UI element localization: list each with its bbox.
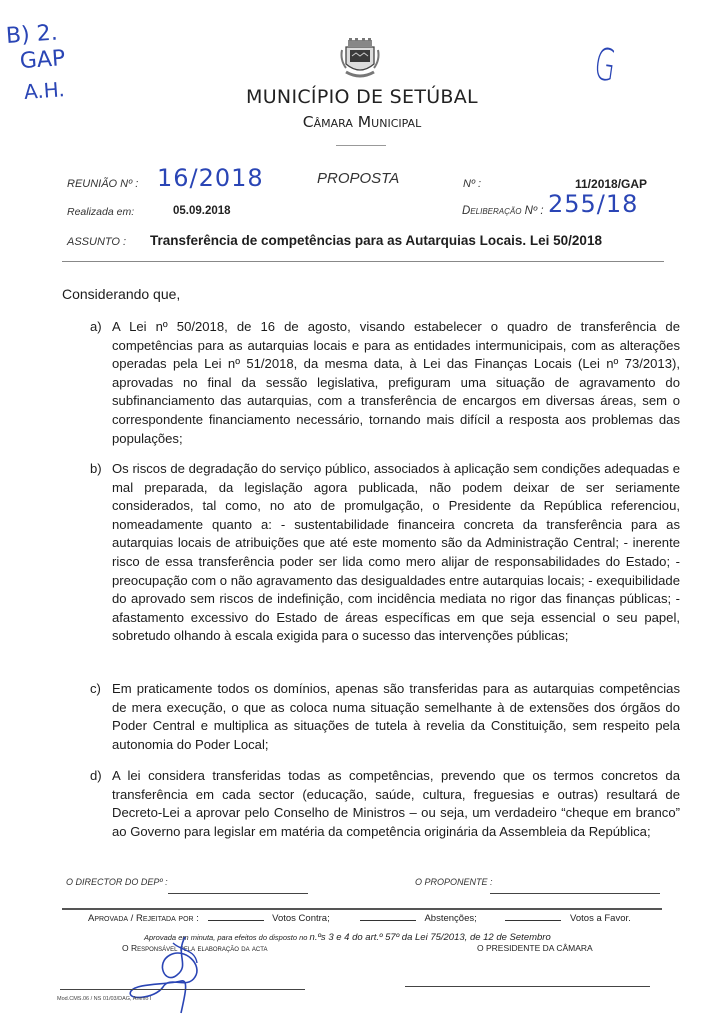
abstentions-label: Abstenções; [424,913,477,924]
minutes-responsible-label: O Responsável pela elaboração da acta [122,943,268,953]
president-label: O PRESIDENTE DA CÂMARA [477,943,593,953]
minutes-signature-line[interactable] [60,989,305,990]
coat-of-arms-logo [338,38,382,80]
meeting-number: 16/2018 [157,164,264,192]
item-text: Em praticamente todos os domínios, apenas são transferidas para as autarquias competências de mera execução, o que as coloca numa situação semelhante à de extensões dos órgãos do Poder Central e multiplica as situações de tutela à revelia da Constituição, sem respeito pela autonomia do Poder Local; [112,681,680,752]
annotation-line: B) 2. [5,20,59,50]
item-label: d) [90,768,102,783]
list-item-d [90,767,680,841]
header-divider [336,145,386,146]
item-label: a) [90,319,102,334]
votes-for-label: Votos a Favor. [570,913,631,924]
director-label: O DIRECTOR DO DEPº : [66,877,168,887]
proposal-number: 11/2018/GAP [575,177,648,191]
votes-against-label: Votos Contra; [272,913,330,924]
list-item-a [90,318,680,448]
blank-field[interactable] [360,920,416,921]
item-label: c) [90,681,101,696]
proponent-signature-line[interactable] [490,893,660,894]
item-text: Os riscos de degradação do serviço público, associados à aplicação sem condições adequadas e mal preparada, da legislação agora publicada, não podem deixar de ser seriamente considerados, tal como, no ato de promulgação, o Presidente da República referenciou, nomeadamente quanto a: - sustentabilidade financeira concreta da transferência para as autarquias locais de atribuições que até este momento são da Administração Central; - inerente risco de essa transferência poder ser lida como mero alijar de responsabilidades do Estado; - preocupação com o não agravamento das desigualdades entre autarquias locais; - exequibilidade do aprovado sem riscos de indefinição, com incidência mediata no rigor das finanças públicas; - afastamento excessivo do Estado de áreas específicas em que seja essencial o seu papel, sobretudo olhando à escala exigida para o sucesso das intervenções públicas; [112,461,680,644]
item-label: b) [90,461,102,476]
item-text: A Lei nº 50/2018, de 16 de agosto, visando estabelecer o quadro de transferência de competências para as autarquias locais e para as entidades intermunicipais, com as alterações operadas pela Lei nº 51/2018, da mesma data, à Lei das Finanças Locais (Lei nº 73/2013), aprovadas no final da sessão legislativa, prefiguram uma situação de agravamento do subfinanciamento das autarquias, com a transferência de encargos em diversas áreas, sem o correspondente financiamento necessário, tornando mais difícil a resposta aos problemas das populações; [112,319,680,446]
footer-divider [62,908,662,910]
subject-label: ASSUNTO : [67,236,127,248]
municipality-title: MUNICÍPIO DE SETÚBAL [246,86,478,108]
list-item-c [90,680,680,754]
held-date: 05.09.2018 [173,205,231,217]
blank-field[interactable] [208,920,264,921]
approved-label: Aprovada / Rejeitada por : [88,913,199,924]
handwritten-mark: G [591,38,619,93]
handwritten-signature [115,935,235,1015]
approval-row [88,913,631,924]
deliberation-label: Deliberação Nº : [462,205,544,217]
deliberation-number: 255/18 [548,190,639,218]
subject-divider [62,261,664,262]
director-signature-line[interactable] [168,893,308,894]
held-label: Realizada em: [67,206,135,218]
form-code: Mod.CMS.06 / NS 01/03/DAG, Anexo I [57,996,152,1002]
chamber-subtitle: Câmara Municipal [302,113,422,131]
list-item-b [90,460,680,646]
legal-note-part: n.ºs 3 e 4 do art.º 57º da Lei 75/2013, de 12 de Setembro [309,932,551,943]
legal-note-part: Aprovada em minuta, para efeitos do disposto no [144,933,310,942]
subject-value: Transferência de competências para as Autarquias Locais. Lei 50/2018 [150,233,602,248]
president-signature-line[interactable] [405,986,650,987]
proponent-label: O PROPONENTE : [415,877,493,887]
intro-text: Considerando que, [62,286,181,302]
annotation-line: GAP [18,46,67,75]
document-type: PROPOSTA [317,170,400,187]
item-text: A lei considera transferidas todas as competências, prevendo que os termos concretos da transferência em cada sector (educação, saúde, cultura, freguesias e outras) resultará de Decreto-Lei a aprovar pelo Conselho de Ministros – ou seja, um verdadeiro “cheque em branco” ao Governo para legislar em matéria da competência originária da Assembleia da República; [112,768,680,839]
annotation-line: A.H. [23,77,66,104]
number-label: Nº : [463,178,482,190]
blank-field[interactable] [505,920,561,921]
meeting-label: REUNIÃO Nº : [67,178,139,190]
